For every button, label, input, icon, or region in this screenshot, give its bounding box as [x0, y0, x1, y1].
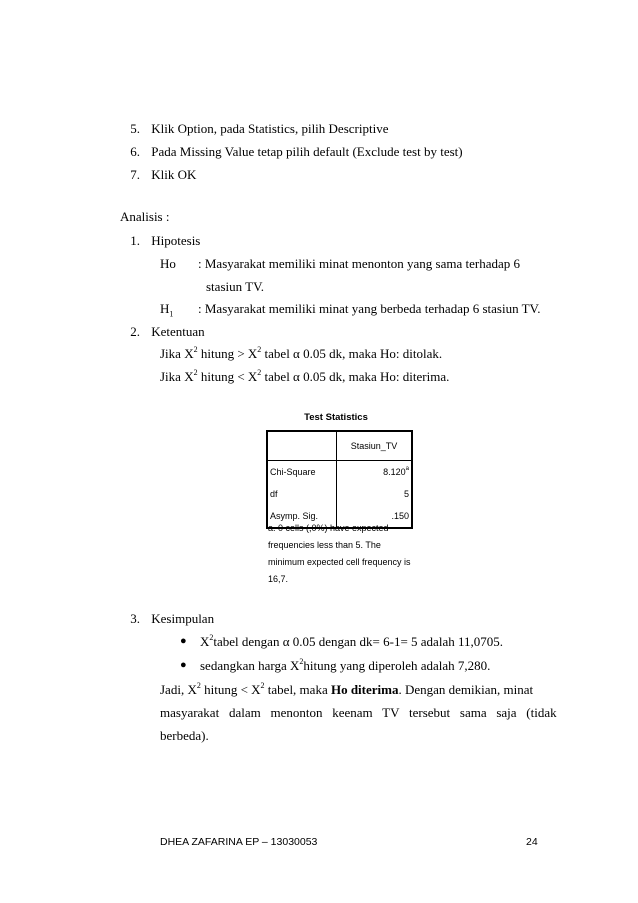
conclusion-line2: masyarakat dalam menonton keenam TV tersebut sama saja (tidak [160, 705, 557, 720]
section-number: 2. [130, 324, 140, 339]
bullet-icon: ● [180, 635, 187, 647]
table-row [267, 461, 412, 484]
conclusion-line1: Jadi, $X^2$ hitung < $X^2$ tabel, maka Ho diterima. Dengan demikian, minat [160, 680, 534, 697]
table-footnote: a. 0 cells (,0%) have expected frequencies less than 5. The minimum expected cell frequency is 16,7. [268, 523, 411, 584]
step-7 [120, 167, 196, 183]
h1-text: : Masyarakat memiliki minat yang berbeda terhadap 6 stasiun TV. [198, 301, 541, 316]
bullet-hitung: sedangkan harga $X^2hitung$ yang diperoleh adalah 7,280. [200, 656, 491, 673]
rule-reject: Jika $X^2$ hitung > $X^2$ tabel α 0.05 dk, maka Ho: ditolak. [160, 344, 443, 361]
ho-text-line1: : Masyarakat memiliki minat menonton yang sama terhadap 6 [198, 256, 521, 271]
bullet-icon: ● [180, 659, 187, 671]
hipotesis-heading [120, 233, 200, 249]
row-value: 5 [337, 483, 413, 505]
table-title: Test Statistics [304, 412, 368, 423]
step-number: 7. [130, 167, 140, 182]
ho-text-line2: stasiun TV. [206, 279, 265, 294]
footnote-marker: a [405, 466, 409, 472]
kesimpulan-heading [120, 611, 214, 627]
step-text: Klik Option, pada Statistics, pilih Descriptive [151, 121, 389, 136]
test-statistics-table [266, 430, 413, 529]
step-6 [120, 144, 463, 160]
analysis-label: Analisis : [120, 209, 170, 224]
rule-accept: Jika $X^2$ hitung < $X^2$ tabel α 0.05 dk, maka Ho: diterima. [160, 367, 450, 384]
step-5 [120, 121, 388, 137]
table-column-header: Stasiun_TV [337, 431, 413, 461]
ho-accepted-emphasis: Ho diterima [330, 682, 399, 697]
step-number: 5. [130, 121, 140, 136]
section-number: 1. [130, 233, 140, 248]
ketentuan-heading [120, 324, 205, 340]
section-title: Kesimpulan [151, 611, 215, 626]
row-label: df [267, 483, 337, 505]
row-value: 8.120$^a$ [337, 461, 413, 484]
step-text: Pada Missing Value tetap pilih default (Exclude test by test) [151, 144, 463, 159]
section-number: 3. [130, 611, 140, 626]
ho-label: Ho [160, 256, 176, 271]
step-text: Klik OK [151, 167, 197, 182]
section-title: Hipotesis [151, 233, 201, 248]
footer-author: DHEA ZAFARINA EP – 13030053 [160, 836, 318, 848]
table-row [267, 483, 412, 505]
page-number: 24 [526, 836, 538, 848]
step-number: 6. [130, 144, 140, 159]
bullet-tabel: $X^2tabel$ dengan α 0.05 dengan dk= 6-1= 5 adalah 11,0705. [200, 632, 503, 649]
table-corner-cell [267, 431, 337, 461]
conclusion-line3: berbeda). [160, 728, 209, 743]
row-value: .150 [337, 505, 413, 528]
row-label: Chi-Square [267, 461, 337, 484]
h1-label: $H_1$ [160, 301, 174, 319]
row-label: Asymp. Sig. [267, 505, 337, 528]
section-title: Ketentuan [151, 324, 205, 339]
